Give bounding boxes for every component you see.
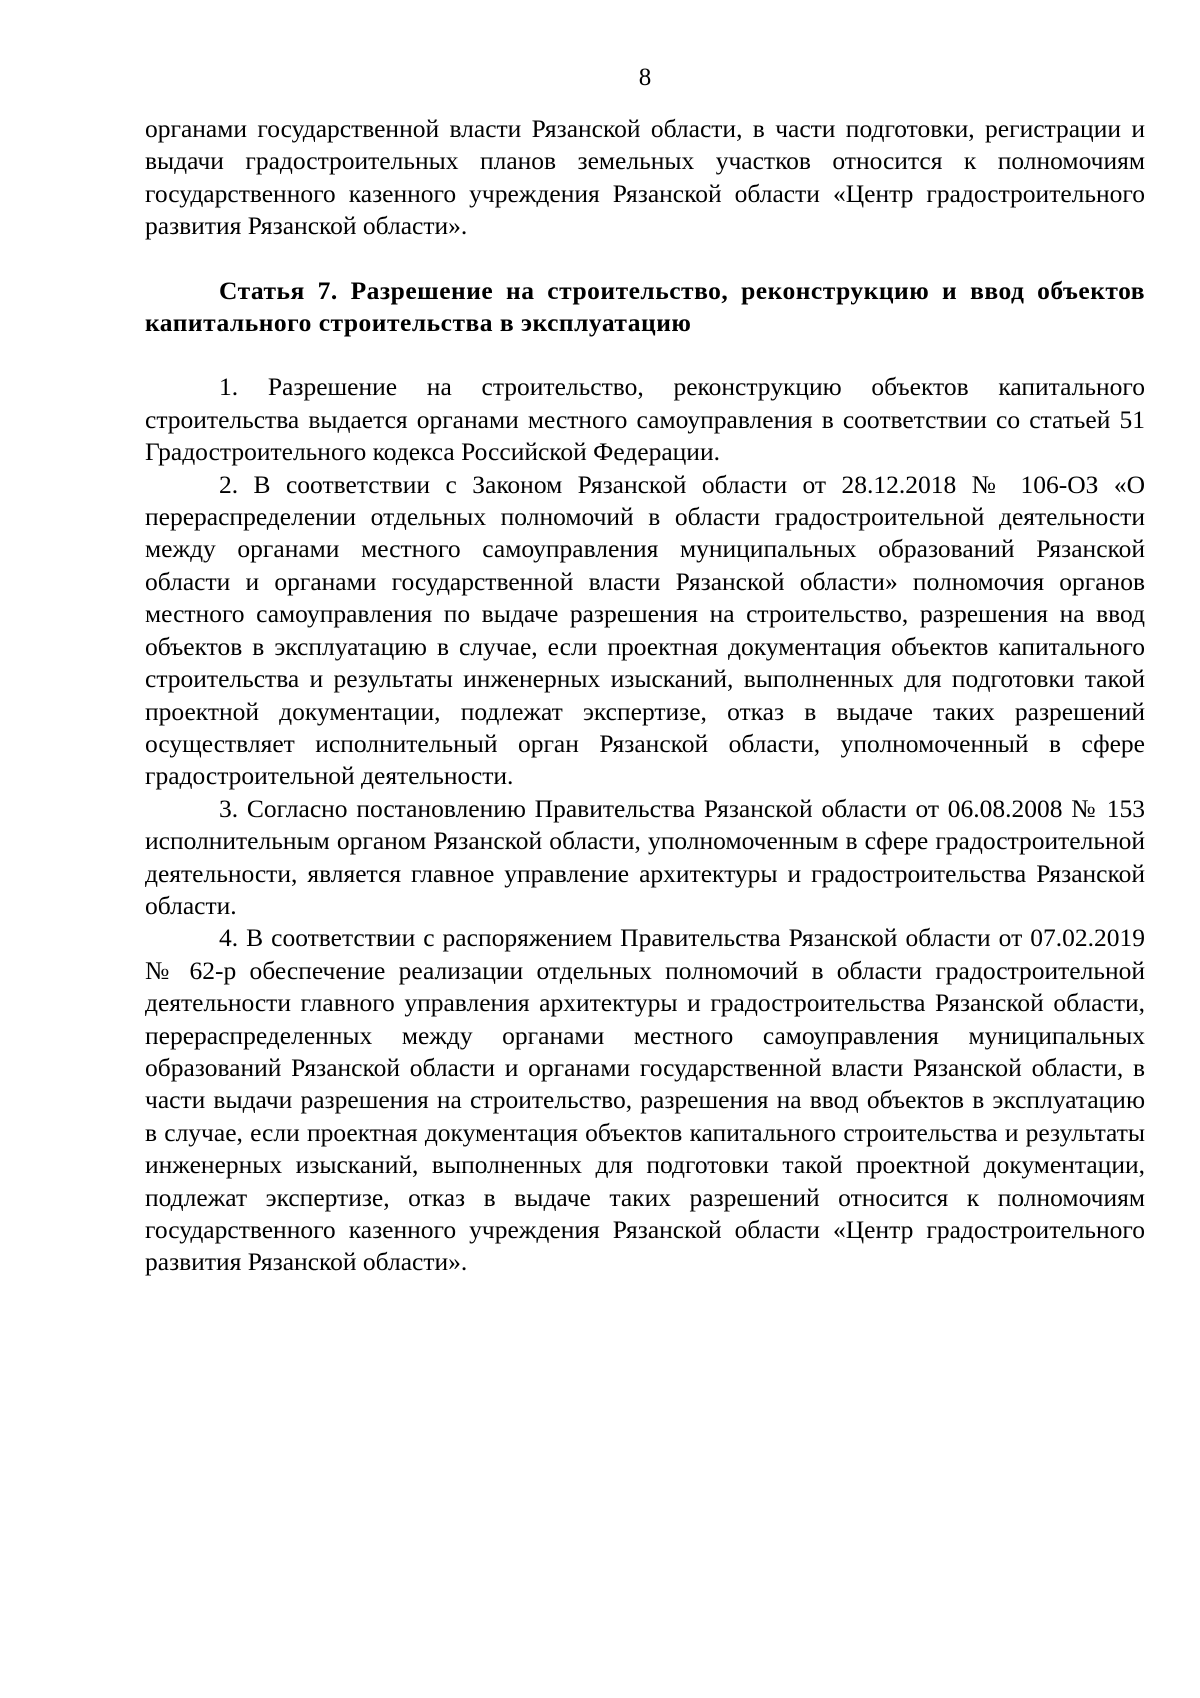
page-number: 8 xyxy=(638,64,652,91)
article-item-3: 3. Согласно постановлению Правительства Рязанской области от 06.08.2008 № 153 исполнительным органом Рязанской области, уполномоченным в сфере градостроительной деятельности, является главное управление архитектуры и градостроительства Рязанской области. xyxy=(145,793,1145,920)
article-item-2: 2. В соответствии с Законом Рязанской области от 28.12.2018 № 106-ОЗ «О перераспределении отдельных полномочий в области градостроительной деятельности между органами местного самоуправления муниципальных образований Рязанской области и органами государственной власти Рязанской области» полномочия органов местного самоуправления по выдаче разрешения на строительство, разрешения на ввод объектов в эксплуатацию в случае, если проектная документация объектов капитального строительства и результаты инженерных изысканий, выполненных для подготовки такой проектной документации, подлежат экспертизе, отказ в выдаче таких разрешений осуществляет исполнительный орган Рязанской области, уполномоченный в сфере градостроительной деятельности. xyxy=(145,469,1145,791)
article-item-4: 4. В соответствии с распоряжением Правительства Рязанской области от 07.02.2019 № 62-р обеспечение реализации отдельных полномочий в области градостроительной деятельности главного управления архитектуры и градостроительства Рязанской области, перераспределенных между органами местного самоуправления муниципальных образований Рязанской области и органами государственной власти Рязанской области, в части выдачи разрешения на строительство, разрешения на ввод объектов в эксплуатацию в случае, если проектная документация объектов капитального строительства и результаты инженерных изысканий, выполненных для подготовки такой проектной документации, подлежат экспертизе, отказ в выдаче таких разрешений относится к полномочиям государственного казенного учреждения Рязанской области «Центр градостроительного развития Рязанской области». xyxy=(145,923,1145,1277)
document-page xyxy=(145,62,1145,1279)
article-item-1: 1. Разрешение на строительство, реконструкцию объектов капитального строительства выдается органами местного самоуправления в соответствии со статьей 51 Градостроительного кодекса Российской Федерации. xyxy=(145,372,1145,467)
article-heading: Статья 7. Разрешение на строительство, реконструкцию и ввод объектов капитального строительства в эксплуатацию xyxy=(145,275,1145,338)
intro-paragraph: органами государственной власти Рязанской области, в части подготовки, регистрации и выдачи градостроительных планов земельных участков относится к полномочиям государственного казенного учреждения Рязанской области «Центр градостроительного развития Рязанской области». xyxy=(145,114,1145,241)
